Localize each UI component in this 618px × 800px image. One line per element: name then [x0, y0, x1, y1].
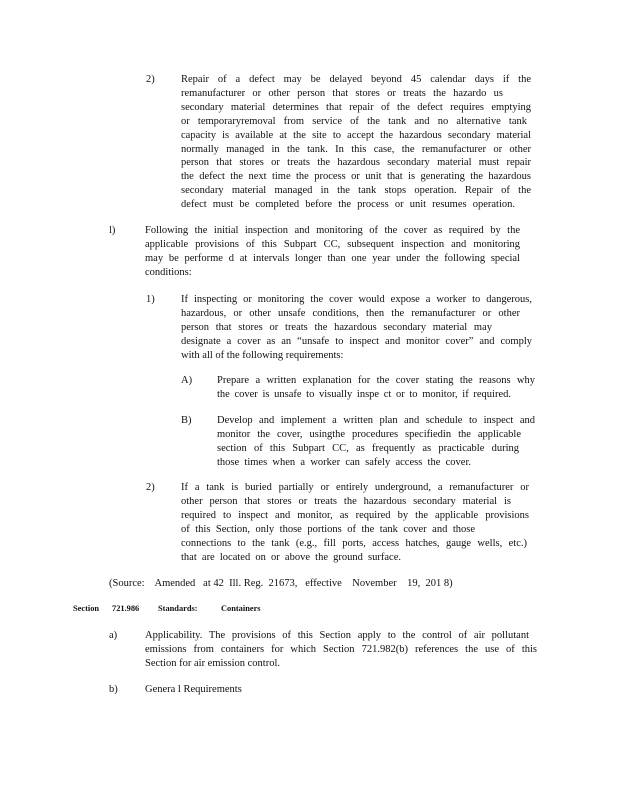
paragraph-l1: [181, 293, 532, 363]
text-line: If inspecting or monitoring the cover would expose a worker to dangerous,: [181, 294, 532, 305]
text-line: Prepare a written explanation for the cover stating the reasons why: [217, 375, 535, 386]
paragraph-b: [145, 683, 345, 697]
paragraph-l2: [181, 481, 529, 564]
text-line: Develop and implement a written plan and schedule to inspect and: [217, 415, 535, 426]
paragraph-k2: [181, 73, 531, 212]
text-line: capacity is available at the site to accept the hazardous secondary material: [181, 129, 531, 141]
item-marker: l): [109, 225, 116, 236]
text-line: applicable provisions of this Subpart CC, subsequent inspection and monitoring: [145, 238, 520, 250]
item-marker: A): [181, 375, 193, 386]
source-note: (Source: Amended at 42 Ill. Reg. 21673, effective November 19, 201 8): [109, 578, 453, 589]
text-line: or temporaryremoval from service of the tank and no alternative tank: [181, 115, 527, 127]
paragraph-l1A: [217, 374, 535, 402]
text-line: secondary material managed in the tank stops operation. Repair of the: [181, 185, 531, 197]
text-line: monitor the cover, usingthe procedures specifiedin the applicable: [217, 428, 521, 440]
text-line: those times when a worker can safely access the cover.: [217, 456, 471, 468]
text-line: remanufacturer or other person that stores or treats the hazardo us: [181, 87, 503, 99]
text-line: emissions from containers for which Section 721.982(b) references the use of this: [145, 643, 537, 655]
text-line: conditions:: [145, 266, 192, 278]
text-line: the cover is unsafe to visually inspe ct or to monitor, if required.: [217, 388, 511, 400]
text-line: the defect the next time the process or unit that is generating the hazardous: [181, 171, 531, 183]
text-line: other person that stores or treats the hazardous secondary material is: [181, 495, 511, 507]
text-line: secondary material determines that repair of the defect requires emptying: [181, 101, 531, 113]
paragraph-l: [145, 224, 520, 280]
text-line: Following the initial inspection and monitoring of the cover as required by the: [145, 225, 520, 236]
paragraph-a: [145, 629, 537, 671]
text-line: Genera l Requirements: [145, 684, 242, 695]
text-line: connections to the tank (e.g., fill ports, access hatches, gauge wells, etc.): [181, 537, 527, 549]
section-label: Section: [73, 604, 100, 613]
text-line: person that stores or treats the hazardous secondary material must repair: [181, 157, 531, 169]
item-marker: 1): [146, 294, 155, 305]
text-line: designate a cover as an “unsafe to inspect and monitor cover” and comply: [181, 335, 532, 347]
item-marker: 2): [146, 74, 155, 85]
text-line: defect must be completed before the process or unit resumes operation.: [181, 199, 515, 211]
paragraph-l1B: [217, 414, 535, 470]
text-line: person that stores or treats the hazardous secondary material may: [181, 321, 492, 333]
text-line: with all of the following requirements:: [181, 349, 344, 361]
text-line: normally managed in the tank. In this case, the remanufacturer or other: [181, 143, 531, 155]
section-number: 721.986: [112, 604, 140, 613]
text-line: Repair of a defect may be delayed beyond 45 calendar days if the: [181, 74, 531, 85]
text-line: If a tank is buried partially or entirely underground, a remanufacturer or: [181, 482, 529, 493]
text-line: Section for air emission control.: [145, 657, 281, 669]
item-marker: 2): [146, 482, 155, 493]
item-marker: b): [109, 684, 118, 695]
text-line: Applicability. The provisions of this Section apply to the control of air pollutant: [145, 630, 529, 641]
text-line: that are located on or above the ground surface.: [181, 551, 401, 563]
item-marker: a): [109, 630, 118, 641]
section-topic: Containers: [221, 604, 261, 613]
text-line: hazardous, or other unsafe conditions, then the remanufacturer or other: [181, 307, 520, 319]
item-marker: B): [181, 415, 192, 426]
text-line: required to inspect and monitor, as required by the applicable provisions: [181, 509, 529, 521]
text-line: may be performe d at intervals longer than one year under the following special: [145, 252, 520, 264]
text-line: section of this Subpart CC, as frequently as practicable during: [217, 442, 519, 454]
section-heading: Standards:: [158, 604, 198, 613]
text-line: of this Section, only those portions of the tank cover and those: [181, 523, 475, 535]
